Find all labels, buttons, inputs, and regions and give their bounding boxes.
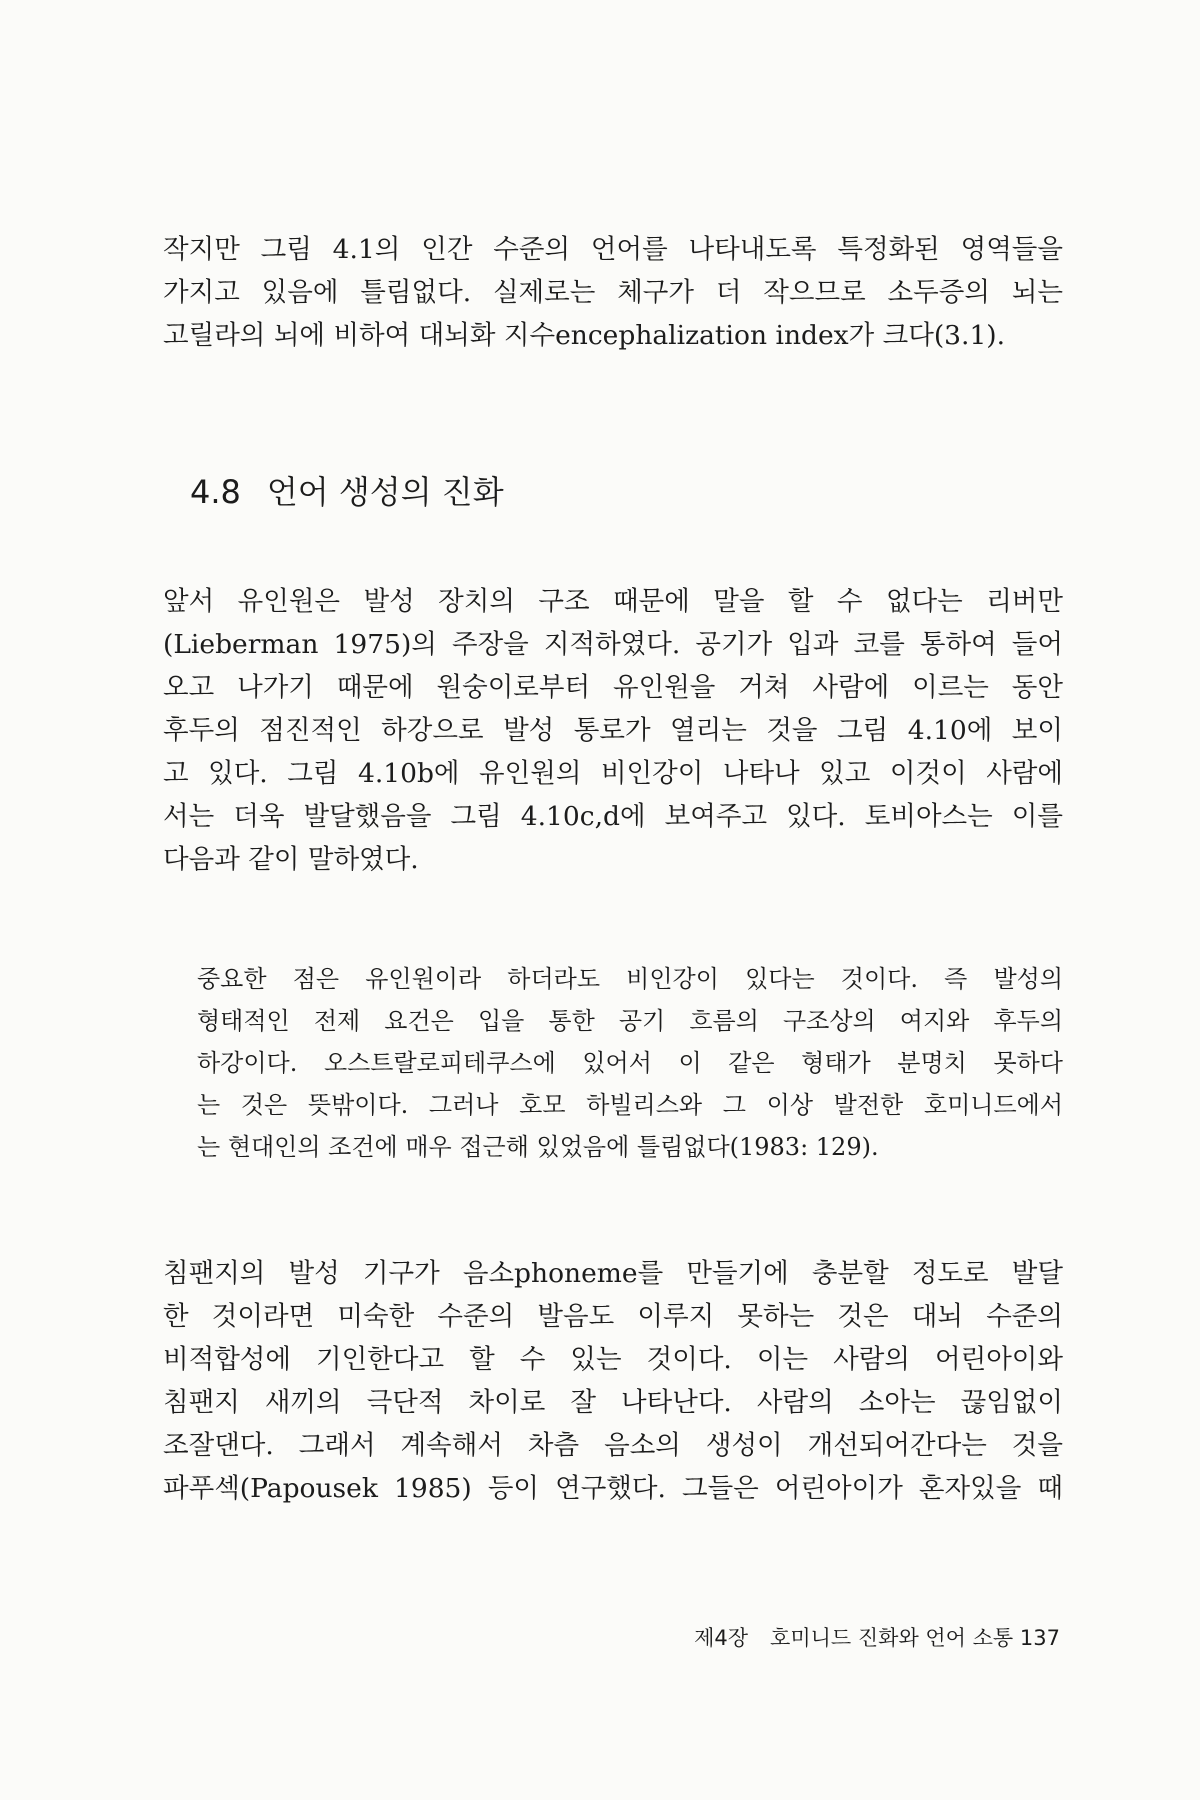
text-line: 가지고 있음에 틀림없다. 실제로는 체구가 더 작으므로 소두증의 뇌는 — [163, 277, 1063, 308]
text-line: 고릴라의 뇌에 비하여 대뇌화 지수encephalization index가 크다(3.1). — [163, 320, 1006, 351]
quote-line: 중요한 점은 유인원이라 하더라도 비인강이 있다는 것이다. 즉 발성의 — [197, 965, 1063, 993]
quote-line: 는 현대인의 조건에 매우 접근해 있었음에 틀림없다(1983: 129). — [197, 1133, 879, 1161]
text-line: 파푸섹(Papousek 1985) 등이 연구했다. 그들은 어린아이가 혼자있을 때 — [163, 1473, 1063, 1504]
body-paragraph-2 — [163, 1252, 1063, 1510]
text-line: 한 것이라면 미숙한 수준의 발음도 이루지 못하는 것은 대뇌 수준의 — [163, 1301, 1063, 1332]
chapter-label: 제4장 — [694, 1626, 749, 1650]
text-line: 작지만 그림 4.1의 인간 수준의 언어를 나타내도록 특정화된 영역들을 — [163, 234, 1063, 265]
text-line: 다음과 같이 말하였다. — [163, 844, 419, 875]
section-number: 4.8 — [190, 473, 241, 511]
chapter-title: 호미니드 진화와 언어 소통 — [770, 1626, 1014, 1650]
section-heading — [190, 470, 504, 514]
intro-paragraph — [163, 228, 1063, 357]
text-line: 침팬지 새끼의 극단적 차이로 잘 나타난다. 사람의 소아는 끊임없이 — [163, 1387, 1063, 1418]
block-quote — [197, 958, 1063, 1168]
text-line: 비적합성에 기인한다고 할 수 있는 것이다. 이는 사람의 어린아이와 — [163, 1344, 1063, 1375]
quote-line: 는 것은 뜻밖이다. 그러나 호모 하빌리스와 그 이상 발전한 호미니드에서 — [197, 1091, 1063, 1119]
text-line: 앞서 유인원은 발성 장치의 구조 때문에 말을 할 수 없다는 리버만 — [163, 586, 1063, 617]
text-line: 침팬지의 발성 기구가 음소phoneme를 만들기에 충분할 정도로 발달 — [163, 1258, 1063, 1289]
body-paragraph-1 — [163, 580, 1063, 881]
section-title: 언어 생성의 진화 — [266, 473, 504, 511]
text-line: 오고 나가기 때문에 원숭이로부터 유인원을 거쳐 사람에 이르는 동안 — [163, 672, 1063, 703]
running-footer — [694, 1622, 1060, 1654]
text-line: 조잘댄다. 그래서 계속해서 차츰 음소의 생성이 개선되어간다는 것을 — [163, 1430, 1063, 1461]
text-line: 후두의 점진적인 하강으로 발성 통로가 열리는 것을 그림 4.10에 보이 — [163, 715, 1063, 746]
quote-line: 형태적인 전제 요건은 입을 통한 공기 흐름의 구조상의 여지와 후두의 — [197, 1007, 1063, 1035]
text-line: (Lieberman 1975)의 주장을 지적하였다. 공기가 입과 코를 통하여 들어 — [163, 629, 1063, 660]
quote-line: 하강이다. 오스트랄로피테쿠스에 있어서 이 같은 형태가 분명치 못하다 — [197, 1049, 1063, 1077]
page-number: 137 — [1019, 1626, 1060, 1650]
text-line: 고 있다. 그림 4.10b에 유인원의 비인강이 나타나 있고 이것이 사람에 — [163, 758, 1063, 789]
text-line: 서는 더욱 발달했음을 그림 4.10c,d에 보여주고 있다. 토비아스는 이를 — [163, 801, 1063, 832]
